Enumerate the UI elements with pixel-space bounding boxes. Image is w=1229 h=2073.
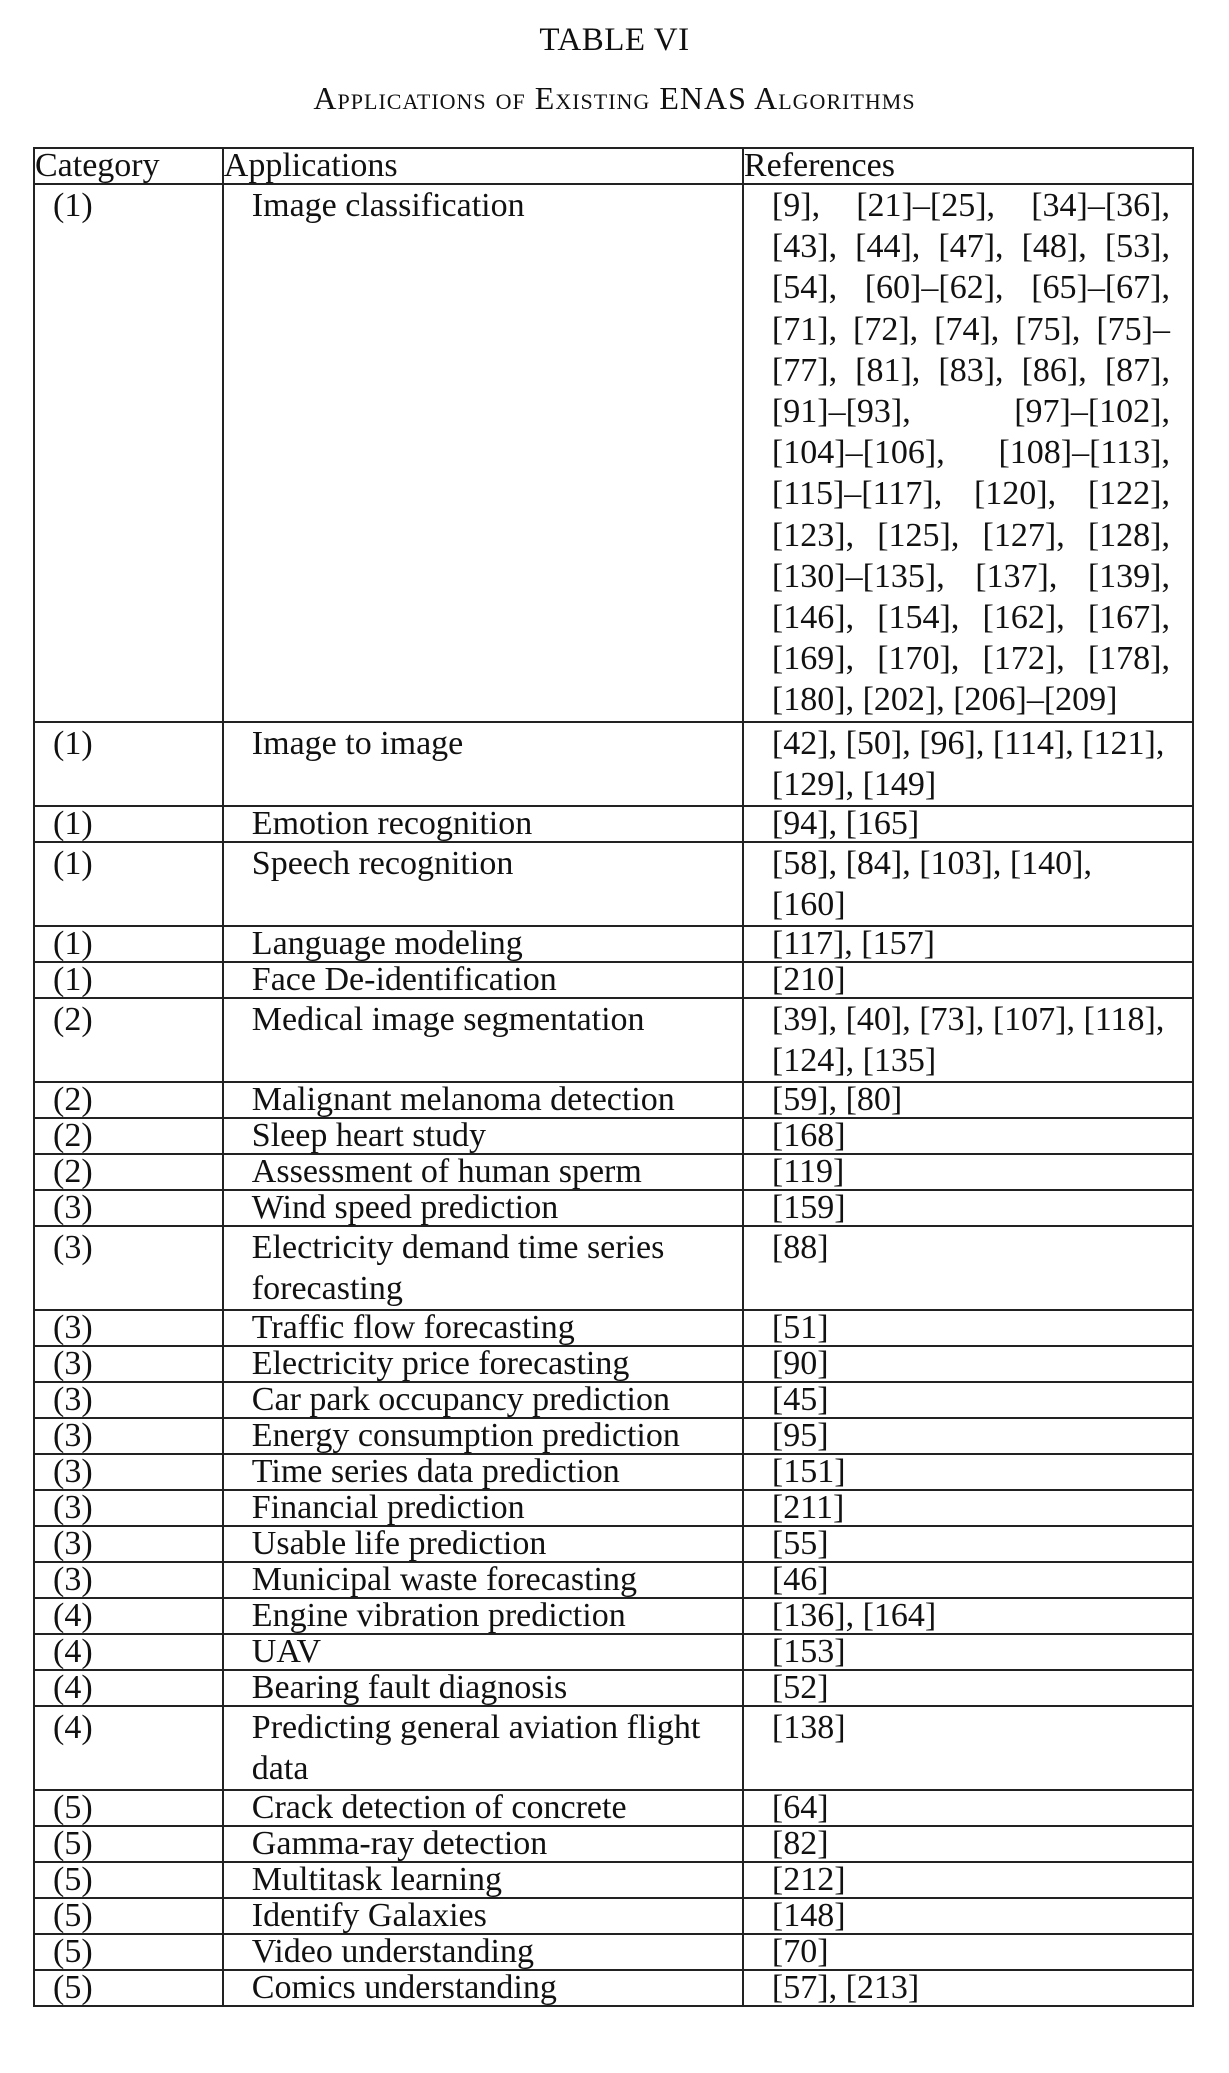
references-cell: [46] (743, 1562, 1193, 1598)
references-cell: [153] (743, 1634, 1193, 1670)
application-cell: Comics understanding (223, 1970, 743, 2006)
application-cell: Identify Galaxies (223, 1898, 743, 1934)
application-cell: Wind speed prediction (223, 1190, 743, 1226)
header-category: Category (34, 148, 223, 184)
category-cell: (4) (34, 1706, 223, 1790)
application-cell: Municipal waste forecasting (223, 1562, 743, 1598)
category-cell: (2) (34, 1154, 223, 1190)
application-cell: Sleep heart study (223, 1118, 743, 1154)
category-cell: (4) (34, 1634, 223, 1670)
references-cell: [51] (743, 1310, 1193, 1346)
application-cell: Assessment of human sperm (223, 1154, 743, 1190)
references-cell: [159] (743, 1190, 1193, 1226)
references-cell: [148] (743, 1898, 1193, 1934)
category-cell: (5) (34, 1862, 223, 1898)
references-cell: [151] (743, 1454, 1193, 1490)
application-cell: Speech recognition (223, 842, 743, 926)
category-cell: (1) (34, 926, 223, 962)
category-cell: (1) (34, 842, 223, 926)
application-cell: Image to image (223, 722, 743, 806)
references-cell: [9], [21]–[25], [34]–[36], [43], [44], [47], [48], [53], [54], [60]–[62], [65]–[67], [71], [72], [74], [75], [75]–[77], [81], [83], [86], [87], [91]–[93], [97]–[102], [104]–[106], [108]–[113], [115]–[117], [120], [122], [123], [125], [127], [128], [130]–[135], [137], [139], [146], [154], [162], [167], [169], [170], [172], [178], [180], [202], [206]–[209] (743, 184, 1193, 722)
table-header-row (34, 148, 1193, 184)
category-cell: (4) (34, 1670, 223, 1706)
application-cell: Medical image segmentation (223, 998, 743, 1082)
table-row (34, 1382, 1193, 1418)
application-cell: Gamma-ray detection (223, 1826, 743, 1862)
table-row (34, 722, 1193, 806)
table-row (34, 1862, 1193, 1898)
application-cell: Electricity price forecasting (223, 1346, 743, 1382)
table-row (34, 1154, 1193, 1190)
table-row (34, 1190, 1193, 1226)
header-applications: Applications (223, 148, 743, 184)
references-cell: [90] (743, 1346, 1193, 1382)
category-cell: (3) (34, 1418, 223, 1454)
application-cell: Usable life prediction (223, 1526, 743, 1562)
references-cell: [138] (743, 1706, 1193, 1790)
table-row (34, 1826, 1193, 1862)
table-row (34, 1454, 1193, 1490)
table-row (34, 926, 1193, 962)
category-cell: (1) (34, 806, 223, 842)
references-cell: [82] (743, 1826, 1193, 1862)
table-row (34, 1970, 1193, 2006)
application-cell: Traffic flow forecasting (223, 1310, 743, 1346)
references-cell: [117], [157] (743, 926, 1193, 962)
category-cell: (5) (34, 1898, 223, 1934)
references-cell: [55] (743, 1526, 1193, 1562)
application-cell: Energy consumption prediction (223, 1418, 743, 1454)
category-cell: (2) (34, 998, 223, 1082)
references-cell: [58], [84], [103], [140], [160] (743, 842, 1193, 926)
category-cell: (3) (34, 1226, 223, 1310)
application-cell: Language modeling (223, 926, 743, 962)
category-cell: (5) (34, 1970, 223, 2006)
references-cell: [88] (743, 1226, 1193, 1310)
category-cell: (5) (34, 1934, 223, 1970)
category-cell: (2) (34, 1118, 223, 1154)
table-row (34, 806, 1193, 842)
header-references: References (743, 148, 1193, 184)
references-cell: [212] (743, 1862, 1193, 1898)
table-row (34, 1526, 1193, 1562)
application-cell: Face De-identification (223, 962, 743, 998)
application-cell: Image classification (223, 184, 743, 722)
application-cell: Crack detection of concrete (223, 1790, 743, 1826)
application-cell: Predicting general aviation flight data (223, 1706, 743, 1790)
table-row (34, 1082, 1193, 1118)
references-cell: [64] (743, 1790, 1193, 1826)
table-row (34, 1898, 1193, 1934)
table-row (34, 184, 1193, 722)
category-cell: (5) (34, 1826, 223, 1862)
references-cell: [59], [80] (743, 1082, 1193, 1118)
category-cell: (1) (34, 184, 223, 722)
category-cell: (2) (34, 1082, 223, 1118)
references-cell: [94], [165] (743, 806, 1193, 842)
table-body (34, 184, 1193, 2006)
table-title: Applications of Existing ENAS Algorithms (313, 80, 916, 116)
references-cell: [210] (743, 962, 1193, 998)
category-cell: (5) (34, 1790, 223, 1826)
category-cell: (3) (34, 1454, 223, 1490)
category-cell: (3) (34, 1526, 223, 1562)
references-cell: [136], [164] (743, 1598, 1193, 1634)
table-row (34, 842, 1193, 926)
table-row (34, 1490, 1193, 1526)
application-cell: Electricity demand time series forecasting (223, 1226, 743, 1310)
table-row (34, 1670, 1193, 1706)
table-row (34, 1598, 1193, 1634)
references-cell: [168] (743, 1118, 1193, 1154)
application-cell: Video understanding (223, 1934, 743, 1970)
category-cell: (1) (34, 962, 223, 998)
category-cell: (3) (34, 1562, 223, 1598)
references-cell: [39], [40], [73], [107], [118], [124], [135] (743, 998, 1193, 1082)
references-cell: [119] (743, 1154, 1193, 1190)
application-cell: Emotion recognition (223, 806, 743, 842)
table-row (34, 1562, 1193, 1598)
category-cell: (3) (34, 1346, 223, 1382)
table-row (34, 1934, 1193, 1970)
applications-table (33, 147, 1194, 2007)
application-cell: Bearing fault diagnosis (223, 1670, 743, 1706)
category-cell: (3) (34, 1190, 223, 1226)
references-cell: [95] (743, 1418, 1193, 1454)
application-cell: Time series data prediction (223, 1454, 743, 1490)
application-cell: UAV (223, 1634, 743, 1670)
application-cell: Financial prediction (223, 1490, 743, 1526)
table-row (34, 1346, 1193, 1382)
category-cell: (3) (34, 1490, 223, 1526)
references-cell: [70] (743, 1934, 1193, 1970)
table-number: TABLE VI (539, 22, 690, 58)
category-cell: (3) (34, 1310, 223, 1346)
table-row (34, 998, 1193, 1082)
category-cell: (3) (34, 1382, 223, 1418)
references-cell: [52] (743, 1670, 1193, 1706)
table-row (34, 1118, 1193, 1154)
references-cell: [45] (743, 1382, 1193, 1418)
table-row (34, 1706, 1193, 1790)
table-row (34, 962, 1193, 998)
table-row (34, 1310, 1193, 1346)
table-row (34, 1634, 1193, 1670)
application-cell: Malignant melanoma detection (223, 1082, 743, 1118)
application-cell: Car park occupancy prediction (223, 1382, 743, 1418)
references-cell: [211] (743, 1490, 1193, 1526)
category-cell: (4) (34, 1598, 223, 1634)
table-row (34, 1790, 1193, 1826)
table-row (34, 1226, 1193, 1310)
application-cell: Multitask learning (223, 1862, 743, 1898)
table-row (34, 1418, 1193, 1454)
category-cell: (1) (34, 722, 223, 806)
references-cell: [42], [50], [96], [114], [121], [129], [149] (743, 722, 1193, 806)
application-cell: Engine vibration prediction (223, 1598, 743, 1634)
references-cell: [57], [213] (743, 1970, 1193, 2006)
